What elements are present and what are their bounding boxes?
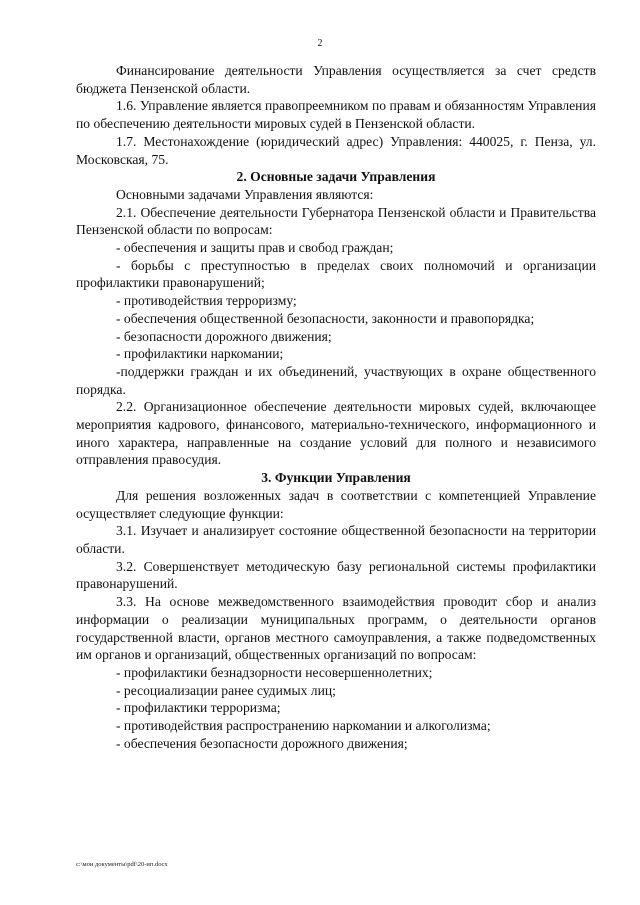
list-item: - безопасности дорожного движения;	[116, 328, 332, 344]
paragraph-financing: Финансирование деятельности Управления осуществляется за счет средств бюджета Пензенской области.	[76, 63, 596, 96]
list-item: - профилактики наркомании;	[116, 346, 284, 362]
section-3-intro: Для решения возложенных задач в соответствии с компетенцией Управление осуществляет следующие функции:	[76, 487, 596, 521]
paragraph-3-1: 3.1. Изучает и анализирует состояние общественной безопасности на территории области.	[76, 523, 596, 556]
list-item: - ресоциализации ранее судимых лиц;	[116, 682, 336, 698]
section-2-intro: Основными задачами Управления являются:	[116, 186, 374, 202]
list-item: - борьбы с преступностью в пределах своих полномочий и организации профилактики правонарушений;	[76, 257, 596, 291]
footer-file-path: c:\мои документы\pdf\20-ип.docx	[76, 861, 168, 868]
list-item: -поддержки граждан и их объединений, участвующих в охране общественного порядка.	[76, 363, 596, 397]
paragraph-1-6: 1.6. Управление является правопреемником по правам и обязанностям Управления по обеспечению деятельности мировых судей в Пензенской области.	[76, 98, 596, 132]
paragraph-2-2: 2.2. Организационное обеспечение деятельности мировых судей, включающее мероприятия кадрового, финансового, материально-технического, информационного и иного характера, направленные на создание условий для полного и независимого отправления правосудия.	[76, 399, 596, 468]
section-3-heading: 3. Функции Управления	[261, 470, 411, 486]
paragraph-2-1: 2.1. Обеспечение деятельности Губернатора Пензенской области и Правительства Пензенской области по вопросам:	[76, 204, 596, 238]
paragraph-3-2: 3.2. Совершенствует методическую базу региональной системы профилактики правонарушений.	[76, 558, 596, 592]
section-2-heading: 2. Основные задачи Управления	[236, 169, 436, 185]
list-item: - обеспечения и защиты прав и свобод граждан;	[116, 240, 394, 256]
page-number: 2	[317, 38, 323, 49]
document-body	[76, 62, 596, 752]
list-item: - обеспечения общественной безопасности, законности и правопорядка;	[116, 310, 535, 326]
list-item: - профилактики безнадзорности несовершеннолетних;	[116, 664, 433, 680]
paragraph-1-7: 1.7. Местонахождение (юридический адрес) Управления: 440025, г. Пенза, ул. Московская, 75.	[76, 133, 596, 167]
list-item: - противодействия терроризму;	[116, 293, 297, 309]
list-item: - противодействия распространению наркомании и алкоголизма;	[116, 718, 491, 734]
paragraph-3-3: 3.3. На основе межведомственного взаимодействия проводит сбор и анализ информации о реализации муниципальных программ, о деятельности органов государственной власти, органов местного самоуправления, а также подведомственных им органов и организаций, общественных организаций по вопросам:	[76, 594, 596, 663]
list-item: - профилактики терроризма;	[116, 700, 281, 716]
list-item: - обеспечения безопасности дорожного движения;	[116, 735, 408, 751]
